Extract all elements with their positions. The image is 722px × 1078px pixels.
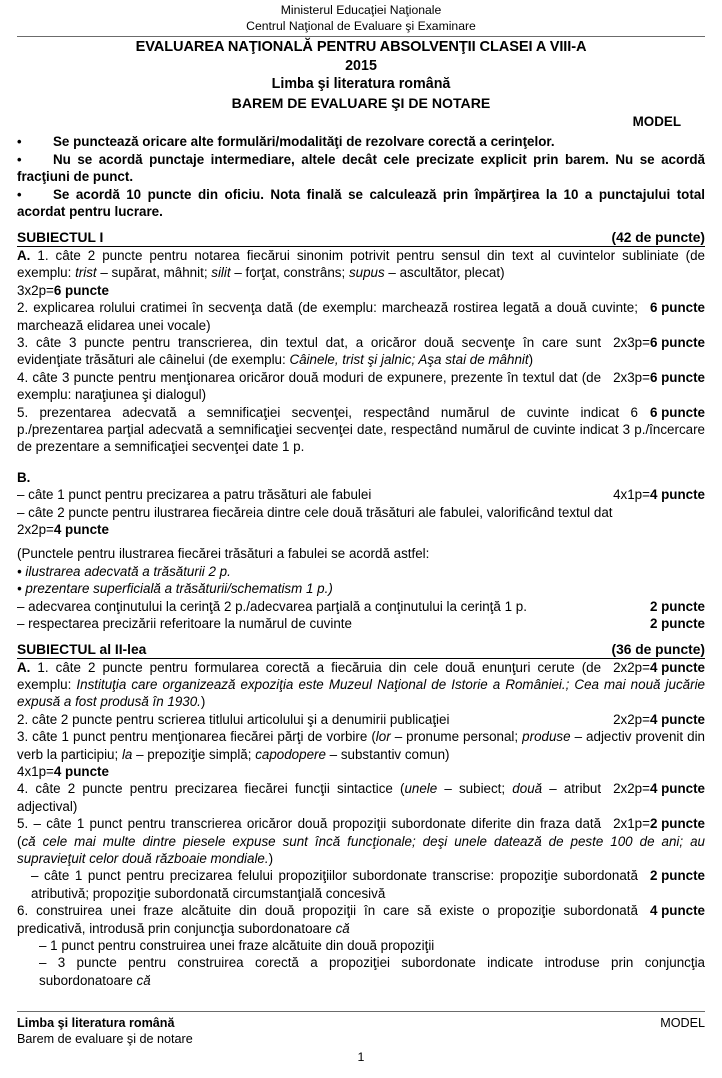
- section-2-title: SUBIECTUL al II-lea: [17, 641, 147, 657]
- item-2A4-text-part1: 4. câte 2 puncte pentru precizarea fiecărei funcţii sintactice (: [17, 781, 405, 797]
- item-B-label: B.: [17, 469, 31, 485]
- item-A4-score: [613, 369, 705, 386]
- item-2A2-text: 2. câte 2 puncte pentru scrierea titlului articolului şi a denumirii publicaţiei: [17, 711, 450, 727]
- item-2A5-text-part1: 5. – câte 1 punct pentru transcrierea oricăror două propoziţii subordonate diferite din fraza dată (: [17, 816, 602, 849]
- instruction-bullet-3-text: Se acordă 10 puncte din oficiu. Nota finală se calculează prin împărţirea la 10 a punctajului total acordat pentru lucrare.: [17, 186, 705, 220]
- item-A1-mid-2: – forţat, constrâns;: [230, 265, 349, 281]
- instruction-bullet-1: [17, 133, 705, 151]
- section-heading-subiectul-2: [17, 641, 705, 659]
- item-A1-calc: 3x2p=: [17, 282, 54, 298]
- item-A1-example-1: trist: [75, 265, 97, 281]
- item-2A3-mid-3: – prepoziţie simplă;: [132, 746, 256, 762]
- item-A3-score: [613, 334, 705, 351]
- item-A1-score-line: [17, 282, 705, 299]
- section-1-points: (42 de puncte): [611, 229, 705, 245]
- item-2A6-sub-2: [17, 954, 705, 989]
- bullet-icon: •: [17, 134, 22, 149]
- item-2A6-points: 4 puncte: [649, 903, 705, 919]
- item-2A5-score: [613, 815, 705, 832]
- item-A1: [17, 247, 705, 282]
- item-2A3-mid-2: – adjectiv provenit din verb la participiu;: [17, 729, 706, 762]
- item-2A3-mid-1: – pronume personal;: [390, 729, 523, 745]
- item-2A1-points: 4 puncte: [649, 659, 705, 675]
- item-2A6: [17, 902, 705, 937]
- item-2A3-points: 4 puncte: [53, 763, 109, 779]
- spacer: [17, 456, 705, 469]
- item-A3-text-part2: ): [528, 352, 534, 368]
- item-2A6-conjunction: că: [335, 920, 350, 936]
- item-2A4-word-1: unele: [404, 781, 438, 797]
- item-B-note: (Punctele pentru ilustrarea fiecărei trăsături a fabulei se acordă astfel:: [17, 546, 430, 562]
- item-A3-text-part1: 3. câte 3 puncte pentru transcrierea, din textul dat, a oricăror două secvenţe în care sunt evidenţiate trăsături ale câinelui (de exemplu:: [17, 335, 602, 368]
- item-2A1-text-part2: ): [200, 694, 206, 710]
- item-2A5b: [17, 867, 705, 902]
- item-A1-example-2: silit: [211, 265, 231, 281]
- ministry-line-2: Centrul Naţional de Evaluare şi Examinare: [246, 18, 476, 33]
- item-2A1-score: [613, 659, 705, 676]
- item-B1-points: 4 puncte: [649, 487, 705, 503]
- section-heading-subiectul-1: [17, 229, 705, 247]
- item-B3-text: – adecvarea conţinutului la cerinţă 2 p./adecvarea parţială a conţinutului la cerinţă 1 p.: [17, 598, 527, 614]
- footer-subject: Limba şi literatura română: [17, 1016, 175, 1030]
- item-2A4-points: 4 puncte: [649, 781, 705, 797]
- item-2A3-mid-4: – substantiv comun): [325, 746, 450, 762]
- item-2A5-text-part2: ): [268, 850, 274, 866]
- item-2A4-calc: 2x2p=: [613, 781, 650, 797]
- item-2A1-example: Instituţia care organizează expoziţia este Muzeul Naţional de Istorie a României.; Cea mai nouă jucărie expusă a fost produsă în 1930.: [17, 676, 705, 710]
- item-A2: [17, 299, 705, 334]
- item-A5-points: 6 puncte: [649, 404, 705, 420]
- item-A1-mid-3: – ascultător, plecat): [384, 265, 505, 281]
- instruction-bullet-3: [17, 186, 705, 221]
- item-A3-points: 6 puncte: [649, 335, 705, 350]
- exam-year: 2015: [345, 57, 377, 74]
- instruction-bullet-1-text: Se punctează oricare alte formulări/modalităţi de rezolvare corectă a cerinţelor.: [53, 134, 555, 149]
- item-2A5-example: că cele mai multe dintre piesele expuse sunt încă funcţionale; deşi unele datează de peste 100 de ani; au supravieţuit celor două războaie mondiale.: [17, 833, 705, 866]
- item-2A-label: A.: [17, 659, 31, 675]
- item-2A1: [17, 659, 705, 711]
- item-B3-points: 2 puncte: [649, 598, 705, 614]
- item-2A3-text-part1: 3. câte 1 punct pentru menţionarea fiecărei părţi de vorbire (: [17, 729, 376, 745]
- document-type: BAREM DE EVALUARE ŞI DE NOTARE: [231, 94, 491, 111]
- item-A1-text-part1: 1. câte 2 puncte pentru notarea fiecărui sinonim potrivit pentru sensul din text al cuvintelor subliniate (de exemplu:: [17, 247, 705, 281]
- page-footer: [17, 1011, 705, 1064]
- item-B2-score-line: [17, 521, 705, 538]
- item-2A4: [17, 780, 705, 815]
- item-2A1-calc: 2x2p=: [613, 659, 650, 675]
- item-B2-text: – câte 2 puncte pentru ilustrarea fiecăreia dintre cele două trăsături ale fabulei, valorificând textul dat: [17, 504, 613, 520]
- item-2A5-points: 2 puncte: [649, 816, 705, 832]
- item-A1-mid-1: – supărat, mâhnit;: [96, 265, 212, 281]
- general-instructions: [17, 133, 705, 221]
- item-2A3-calc: 4x1p=: [17, 763, 54, 779]
- item-2A4-mid-2: – atribut adjectival): [17, 781, 602, 814]
- section-1-title: SUBIECTUL I: [17, 229, 104, 245]
- exam-subject: Limba şi literatura română: [271, 76, 451, 92]
- item-2A2: [17, 711, 705, 728]
- item-B-subnote-2: • prezentare superficială a trăsăturii/schematism 1 p.): [17, 581, 333, 597]
- footer-top-row: [17, 1016, 705, 1032]
- item-A1-points: 6 puncte: [53, 282, 109, 298]
- item-A5: [17, 404, 705, 456]
- item-B4-text: – respectarea precizării referitoare la numărul de cuvinte: [17, 616, 352, 632]
- bullet-icon: •: [17, 186, 22, 202]
- ministry-line-1: Ministerul Educaţiei Naţionale: [280, 3, 442, 17]
- footer-divider: [17, 1011, 705, 1012]
- item-2A3: [17, 728, 705, 763]
- item-2A4-score: [613, 780, 705, 797]
- footer-doc-type: Barem de evaluare şi de notare: [17, 1031, 193, 1046]
- spacer: [17, 538, 705, 545]
- masthead: [17, 0, 705, 34]
- item-A1-example-3: supus: [348, 265, 385, 281]
- item-A3: [17, 334, 705, 369]
- instruction-bullet-2: [17, 151, 705, 186]
- item-2A5: [17, 815, 705, 867]
- item-A2-text: 2. explicarea rolului cratimei în secvenţa dată (de exemplu: marchează rostirea legată a două cuvinte; marchează elidarea unei vocale): [17, 300, 638, 333]
- section-1-body: [17, 247, 705, 633]
- item-B1-text: – câte 1 punct pentru precizarea a patru trăsături ale fabulei: [17, 487, 372, 503]
- item-A4-calc: 2x3p=: [613, 369, 650, 385]
- instruction-bullet-2-text: Nu se acordă punctaje intermediare, altele decât cele precizate explicit prin barem. Nu se acordă fracţiuni de punct.: [17, 151, 705, 185]
- item-2A3-word-3: la: [121, 746, 133, 762]
- item-2A6-text-part1: 6. construirea unei fraze alcătuite din două propoziţii în care să existe o propoziţie subordonată predicativă, introdusă prin conjuncţia subordonatoare: [17, 903, 638, 936]
- item-B4: [17, 615, 705, 632]
- item-B3: [17, 598, 705, 615]
- section-2-points: (36 de puncte): [611, 641, 705, 657]
- item-A3-calc: 2x3p=: [613, 335, 650, 350]
- item-2A3-word-2: produse: [522, 729, 571, 745]
- item-A-label: A.: [17, 247, 31, 263]
- exam-title: EVALUAREA NAŢIONALĂ PENTRU ABSOLVENŢII CLASEI A VIII-A: [135, 39, 587, 55]
- item-2A3-word-4: capodopere: [255, 746, 326, 762]
- item-2A3-word-1: lor: [375, 729, 391, 745]
- item-2A6-sub-2-conjunction: că: [136, 972, 151, 988]
- item-B1-calc: 4x1p=: [613, 487, 650, 503]
- item-B1: [17, 486, 705, 503]
- model-badge: MODEL: [632, 114, 681, 129]
- page-number: 1: [357, 1050, 365, 1064]
- item-2A4-mid-1: – subiect;: [437, 781, 513, 797]
- item-B-subnote-1: • ilustrarea adecvată a trăsăturii 2 p.: [17, 563, 231, 579]
- section-2-body: [17, 659, 705, 990]
- item-2A2-score: [603, 711, 705, 728]
- item-A4-text: 4. câte 3 puncte pentru menţionarea oricăror două moduri de expunere, prezente în textul dat (de exemplu: naraţiunea şi dialogul): [17, 369, 602, 403]
- header-divider: [17, 36, 705, 37]
- item-2A5b-text: – câte 1 punct pentru precizarea felului propoziţiilor subordonate transcrise: propoziţie subordonată atributivă; propoziţie subordonată circumstanţială concesivă: [31, 868, 638, 901]
- item-A2-points: 6 puncte: [649, 300, 705, 316]
- item-B1-score: [603, 486, 705, 503]
- item-A5-text: 5. prezentarea adecvată a semnificaţiei secvenţei, respectând numărul de cuvinte indicat 6 p./prezentarea parţial adecvată a semnificaţiei secvenţei date, respectând numărul de cuvinte indicat 3 p./încercare de prezentare a semnificaţiei secvenţei date 1 p.: [17, 404, 705, 455]
- item-2A3-score-line: [17, 763, 705, 780]
- item-A3-example: Câinele, trist şi jalnic; Aşa stai de mâhnit: [289, 352, 529, 368]
- title-block: [17, 38, 705, 112]
- item-2A5b-points: 2 puncte: [649, 868, 705, 884]
- item-A4: [17, 369, 705, 404]
- footer-model: MODEL: [660, 1016, 705, 1030]
- bullet-icon: •: [17, 151, 22, 167]
- item-B2-points: 4 puncte: [53, 522, 109, 538]
- item-2A2-points: 4 puncte: [649, 711, 705, 727]
- item-2A1-text-part1: 1. câte 2 puncte pentru formularea corectă a fiecăruia din cele două enunţuri cerute (de exemplu:: [17, 659, 602, 692]
- item-B4-points: 2 puncte: [649, 616, 705, 632]
- item-2A6-sub-1: – 1 punct pentru construirea unei fraze alcătuite din două propoziţii: [39, 938, 435, 953]
- item-2A6-sub-2-text: – 3 puncte pentru construirea corectă a propoziţiei subordonate indicate introduse prin conjuncţia subordonatoare: [39, 955, 705, 988]
- item-A4-points: 6 puncte: [649, 369, 705, 385]
- item-2A4-word-2: două: [512, 781, 543, 797]
- item-2A5-calc: 2x1p=: [613, 816, 650, 832]
- item-B2-calc: 2x2p=: [17, 522, 54, 538]
- item-2A2-calc: 2x2p=: [613, 711, 650, 727]
